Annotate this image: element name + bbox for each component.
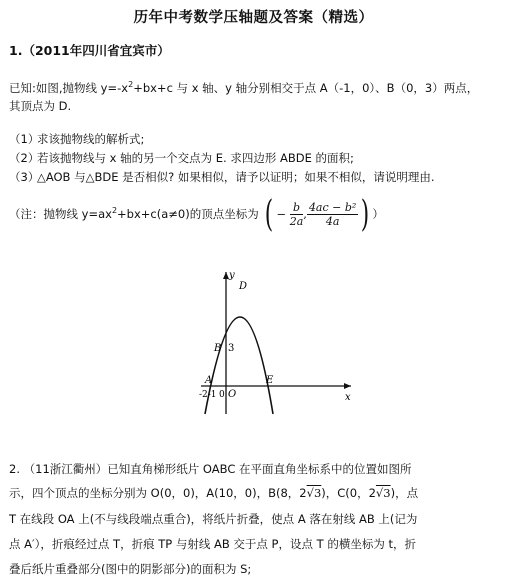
vertex-formula-note <box>9 193 384 235</box>
part-number: （3） <box>9 170 40 184</box>
problem1-part-1 <box>9 131 144 147</box>
exponent: 2 <box>128 80 134 90</box>
sqrt3-b: √3 <box>375 486 391 500</box>
problem2-line4: 点 A′），折痕经过点 T，折痕 TP 与射线 AB 交于点 P，设点 T 的横坐标为 t，折 <box>9 537 416 551</box>
label-b: B <box>214 343 222 354</box>
line2-text-a: 示，四个顶点的坐标分别为 O(0，0)，A(10，0)，B(8，2 <box>9 486 307 500</box>
left-paren: ( <box>265 193 274 235</box>
label-y: y <box>229 270 235 281</box>
note-text-b: +bx+c(a≠0)的顶点坐标为 <box>117 207 259 221</box>
label-o: O <box>228 389 237 400</box>
problem2-line2 <box>9 485 418 501</box>
note-end: ） <box>372 207 384 221</box>
numerator: b <box>290 201 304 215</box>
comma: , <box>303 207 307 221</box>
note-text-a: （注：抛物线 y=ax <box>9 207 112 221</box>
fraction-4ac-b2-over-4a <box>307 201 358 228</box>
part-text: △AOB 与△BDE 是否相似? 如果相似，请予以证明；如果不相似，请说明理由. <box>37 170 435 184</box>
line2-text-c: )，点 <box>390 486 419 500</box>
problem1-stem <box>9 80 478 96</box>
label-a: A <box>205 375 213 386</box>
minus-sign: − <box>276 207 287 221</box>
part-text: 若该抛物线与 x 轴的另一个交点为 E. 求四边形 ABDE 的面积; <box>37 151 354 165</box>
label-neg-ticks: -2-1 <box>199 390 217 400</box>
problem1-stem-line2: 其顶点为 D. <box>9 99 72 113</box>
numerator: 4ac − b² <box>308 201 357 214</box>
problem2-line1: 2. （11浙江衢州）已知直角梯形纸片 OABC 在平面直角坐标系中的位置如图所 <box>9 462 412 476</box>
right-paren: ) <box>361 193 370 235</box>
stem-text-a: 已知:如图,抛物线 y=-x <box>9 81 129 95</box>
fraction-b-over-2a <box>290 201 304 228</box>
problem1-part-3 <box>9 169 435 185</box>
parabola-figure <box>193 268 358 420</box>
problem2-line3: T 在线段 OA 上(不与线段端点重合)，将纸片折叠，使点 A 落在射线 AB 上(记为 <box>9 512 418 526</box>
exponent: 2 <box>111 206 118 216</box>
problem1-heading: 1.（2011年四川省宜宾市） <box>9 43 170 58</box>
page-title: 历年中考数学压轴题及答案（精选） <box>133 10 374 26</box>
denominator: 4a <box>325 215 340 228</box>
problem2-line5: 叠后纸片重叠部分(图中的阴影部分)的面积为 S; <box>9 562 252 576</box>
part-number: （1） <box>9 132 40 146</box>
denominator: 2a <box>289 215 304 228</box>
stem-text-b: +bx+c 与 x 轴、y 轴分别相交于点 A（-1，0）、B（0，3）两点， <box>133 81 479 95</box>
label-zero: 0 <box>219 390 225 400</box>
problem1-part-2 <box>9 150 354 166</box>
part-number: （2） <box>9 151 40 165</box>
label-e: E <box>266 375 274 386</box>
label-d: D <box>239 281 248 292</box>
part-text: 求该抛物线的解析式; <box>37 132 145 146</box>
x-axis-arrow-icon <box>344 383 351 389</box>
sqrt3-a: √3 <box>306 486 322 500</box>
label-3: 3 <box>228 343 235 354</box>
label-x: x <box>345 392 351 403</box>
line2-text-b: )，C(0，2 <box>321 486 376 500</box>
